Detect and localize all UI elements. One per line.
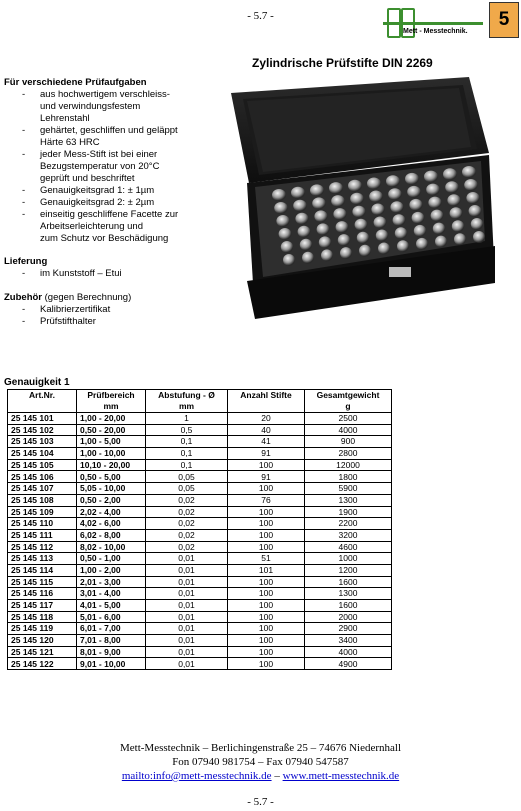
- gauge-pin: [466, 192, 479, 204]
- gauge-pin: [414, 225, 426, 237]
- table-cell: 2,01 - 3,00: [77, 576, 146, 588]
- table-row: [8, 576, 392, 588]
- table-cell: 7,01 - 8,00: [77, 635, 146, 647]
- table-cell: 3,01 - 4,00: [77, 588, 146, 600]
- header-text: g: [345, 401, 351, 411]
- table-cell: 9,01 - 10,00: [77, 658, 146, 670]
- table-cell: 91: [228, 471, 305, 483]
- table-cell: 2000: [305, 611, 392, 623]
- table-cell: 1800: [305, 471, 392, 483]
- table-body: [8, 413, 392, 670]
- table-cell: 6,01 - 7,00: [77, 623, 146, 635]
- table-cell: 0,01: [146, 611, 228, 623]
- header-text: Art.Nr.: [29, 390, 55, 400]
- table-cell: 1600: [305, 600, 392, 612]
- table-cell: 100: [228, 600, 305, 612]
- table-cell: 0,01: [146, 576, 228, 588]
- gauge-pin: [321, 249, 333, 261]
- gauge-pin: [397, 240, 409, 252]
- table-cell: 25 145 107: [8, 483, 77, 495]
- table-cell: 4,01 - 5,00: [77, 600, 146, 612]
- bullet-dash: -: [22, 197, 26, 208]
- table-header-cell: [305, 390, 392, 413]
- table-cell: 4900: [305, 658, 392, 670]
- gauge-pin: [464, 179, 478, 191]
- table-row: [8, 471, 392, 483]
- table-cell: 100: [228, 518, 305, 530]
- table-cell: 1300: [305, 588, 392, 600]
- feature-item-text: aus hochwertigem verschleiss-: [40, 89, 170, 100]
- gauge-pin: [395, 227, 407, 239]
- gauge-pin: [359, 245, 371, 257]
- footer-phone: Fon 07940 981754 – Fax 07940 547587: [172, 756, 349, 768]
- gauge-pin: [462, 166, 476, 178]
- table-row: [8, 413, 392, 425]
- table-cell: 51: [228, 553, 305, 565]
- feature-item: [4, 149, 178, 185]
- table-cell: 0,50 - 5,00: [77, 471, 146, 483]
- table-cell: 0,1: [146, 448, 228, 460]
- table-cell: 0,5: [146, 424, 228, 436]
- table-cell: 1,00 - 5,00: [77, 436, 146, 448]
- table-cell: 41: [228, 436, 305, 448]
- table-cell: 25 145 101: [8, 413, 77, 425]
- footer: [0, 741, 521, 783]
- header-text: mm: [178, 401, 195, 411]
- table-cell: 100: [228, 506, 305, 518]
- feature-item-text: Lehrenstahl: [40, 113, 90, 124]
- table-cell: 25 145 118: [8, 611, 77, 623]
- table-cell: 12000: [305, 459, 392, 471]
- table-cell: 100: [228, 611, 305, 623]
- product-photo-gauge-pin-case: [219, 71, 499, 321]
- table-cell: 0,02: [146, 494, 228, 506]
- table-cell: 100: [228, 541, 305, 553]
- gauge-pin: [388, 188, 402, 200]
- feature-item: [4, 89, 178, 125]
- table-cell: 1000: [305, 553, 392, 565]
- feature-item-text: Genauigkeitsgrad 1: ± 1µm: [40, 185, 155, 196]
- table-cell: 1200: [305, 564, 392, 576]
- delivery-item: [4, 268, 122, 280]
- table-header-cell: [8, 390, 77, 413]
- table-cell: 5,01 - 6,00: [77, 611, 146, 623]
- gauge-pin: [471, 218, 483, 230]
- gauge-pin: [386, 175, 400, 187]
- table-cell: 101: [228, 564, 305, 576]
- table-cell: 0,01: [146, 623, 228, 635]
- table-cell: 8,01 - 9,00: [77, 646, 146, 658]
- table-row: [8, 564, 392, 576]
- table-row: [8, 436, 392, 448]
- feature-item-text: und verwindungsfestem: [40, 101, 141, 112]
- delivery-heading: Lieferung: [4, 256, 48, 267]
- table-cell: 2,02 - 4,00: [77, 506, 146, 518]
- table-cell: 0,50 - 2,00: [77, 494, 146, 506]
- table-cell: 25 145 115: [8, 576, 77, 588]
- logo-text: Mett - Messtechnik.: [403, 28, 468, 35]
- gauge-pin: [447, 194, 460, 206]
- table-cell: 0,01: [146, 564, 228, 576]
- table-cell: 1600: [305, 576, 392, 588]
- gauge-pin: [333, 208, 346, 220]
- accessory-item-text: Kalibrierzertifikat: [40, 304, 111, 315]
- table-cell: 0,1: [146, 459, 228, 471]
- footer-web-link[interactable]: www.mett-messtechnik.de: [282, 770, 400, 782]
- accessories-note: (gegen Berechnung): [42, 292, 132, 303]
- bullet-dash: -: [22, 149, 26, 160]
- gauge-pin: [319, 236, 331, 248]
- company-logo: [383, 6, 483, 40]
- table-cell: 25 145 108: [8, 494, 77, 506]
- table-cell: 0,05: [146, 483, 228, 495]
- table-cell: 1300: [305, 494, 392, 506]
- table-row: [8, 635, 392, 647]
- table-cell: 5900: [305, 483, 392, 495]
- gauge-pin: [452, 220, 464, 232]
- table-cell: 0,02: [146, 506, 228, 518]
- gauge-pin: [409, 199, 422, 211]
- gauge-pin: [393, 214, 406, 226]
- feature-item-text: einseitig geschliffene Facette zur: [40, 209, 179, 220]
- table-cell: 0,1: [146, 436, 228, 448]
- gauge-pin: [405, 173, 419, 185]
- accessory-item-text: Prüfstifthalter: [40, 316, 96, 327]
- table-cell: 100: [228, 576, 305, 588]
- gauge-pin: [314, 210, 327, 222]
- feature-item: [4, 197, 178, 209]
- table-row: [8, 506, 392, 518]
- header-text: Anzahl Stifte: [240, 390, 292, 400]
- gauge-pin: [426, 184, 440, 196]
- table-row: [8, 623, 392, 635]
- table-cell: 100: [228, 658, 305, 670]
- table-cell: 25 145 111: [8, 529, 77, 541]
- table-cell: 2500: [305, 413, 392, 425]
- gauge-pin: [338, 234, 350, 246]
- table-cell: 8,02 - 10,00: [77, 541, 146, 553]
- header-text: mm: [103, 401, 119, 411]
- table-row: [8, 518, 392, 530]
- features-heading: Für verschiedene Prüfaufgaben: [4, 77, 147, 88]
- table-cell: 0,50 - 20,00: [77, 424, 146, 436]
- gauge-pin: [355, 219, 368, 231]
- bullet-dash: -: [22, 304, 26, 315]
- table-cell: 1900: [305, 506, 392, 518]
- gauge-pin: [317, 223, 330, 235]
- table-cell: 2200: [305, 518, 392, 530]
- features-list: [4, 89, 178, 245]
- delivery-list: [4, 268, 122, 280]
- gauge-pin: [276, 215, 289, 227]
- header-text: Gesamtgewicht: [316, 390, 380, 400]
- table-row: [8, 541, 392, 553]
- gauge-pin: [310, 184, 324, 196]
- table-row: [8, 494, 392, 506]
- table-row: [8, 448, 392, 460]
- gauge-pin: [435, 236, 447, 248]
- table-row: [8, 588, 392, 600]
- table-row: [8, 658, 392, 670]
- table-cell: 0,01: [146, 635, 228, 647]
- table-cell: 25 145 112: [8, 541, 77, 553]
- gauge-pin: [428, 197, 441, 209]
- gauge-pin: [291, 187, 305, 199]
- features-section: [4, 77, 178, 245]
- gauge-pin: [473, 231, 485, 243]
- table-cell: 1,00 - 10,00: [77, 448, 146, 460]
- table-cell: 5,05 - 10,00: [77, 483, 146, 495]
- gauge-pin: [298, 226, 311, 238]
- table-cell: 1,00 - 20,00: [77, 413, 146, 425]
- table-cell: 25 145 110: [8, 518, 77, 530]
- table-cell: 100: [228, 623, 305, 635]
- table-cell: 100: [228, 459, 305, 471]
- gauge-pin: [454, 233, 466, 245]
- table-row: [8, 459, 392, 471]
- feature-item-text: Arbeitserleichterung und: [40, 221, 143, 232]
- gauge-pin: [367, 178, 381, 190]
- table-row: [8, 483, 392, 495]
- table-cell: 4000: [305, 646, 392, 658]
- table-cell: 100: [228, 483, 305, 495]
- accessory-item: [4, 316, 131, 328]
- table-row: [8, 600, 392, 612]
- table-cell: 0,01: [146, 588, 228, 600]
- table-row: [8, 424, 392, 436]
- table-cell: 100: [228, 588, 305, 600]
- table-cell: 0,05: [146, 471, 228, 483]
- bullet-dash: -: [22, 125, 26, 136]
- table-header-cell: [77, 390, 146, 413]
- gauge-pin: [274, 202, 288, 214]
- table-cell: 91: [228, 448, 305, 460]
- gauge-pin: [329, 182, 343, 194]
- gauge-pin: [302, 252, 314, 264]
- table-header-row: [8, 390, 392, 413]
- feature-item-text: Genauigkeitsgrad 2: ± 2µm: [40, 197, 155, 208]
- table-cell: 25 145 113: [8, 553, 77, 565]
- accessory-item: [4, 304, 131, 316]
- gauge-pin: [348, 180, 362, 192]
- gauge-pin: [407, 186, 421, 198]
- table-cell: 3200: [305, 529, 392, 541]
- table-cell: 25 145 114: [8, 564, 77, 576]
- footer-email-link[interactable]: mailto:info@mett-messtechnik.de: [121, 770, 272, 782]
- table-cell: 0,01: [146, 658, 228, 670]
- table-header-cell: [228, 390, 305, 413]
- table-cell: 25 145 103: [8, 436, 77, 448]
- table-cell: 6,02 - 8,00: [77, 529, 146, 541]
- table-cell: 100: [228, 635, 305, 647]
- chapter-badge: 5: [489, 2, 519, 38]
- table-cell: 20: [228, 413, 305, 425]
- gauge-pin: [340, 247, 352, 259]
- feature-item-text: gehärtet, geschliffen und geläppt: [40, 125, 178, 136]
- table-cell: 0,02: [146, 529, 228, 541]
- table-cell: 0,02: [146, 518, 228, 530]
- gauge-pin: [300, 239, 312, 251]
- gauge-pin: [376, 230, 388, 242]
- table-row: [8, 611, 392, 623]
- delivery-section: [4, 256, 122, 280]
- gauge-pin: [445, 181, 459, 193]
- bullet-dash: -: [22, 209, 26, 220]
- table-cell: 2900: [305, 623, 392, 635]
- table-cell: 1,00 - 2,00: [77, 564, 146, 576]
- gauge-pin: [295, 213, 308, 225]
- gauge-pin: [331, 195, 345, 207]
- page-number-top: - 5.7 -: [247, 10, 274, 22]
- table-cell: 0,02: [146, 541, 228, 553]
- gauge-pin: [369, 191, 383, 203]
- table-cell: 4600: [305, 541, 392, 553]
- delivery-item-text: im Kunststoff – Etui: [40, 268, 122, 279]
- gauge-pin: [352, 206, 365, 218]
- feature-item: [4, 185, 178, 197]
- gauge-pin: [374, 217, 387, 229]
- gauge-pin: [312, 197, 326, 209]
- gauge-pin: [283, 254, 295, 266]
- gauge-pin: [433, 223, 445, 235]
- bullet-dash: -: [22, 89, 26, 100]
- table-cell: 25 145 104: [8, 448, 77, 460]
- header-text: Abstufung - Ø: [158, 390, 215, 400]
- footer-address: Mett-Messtechnik – Berlichingenstraße 25 – 74676 Niedernhall: [119, 742, 402, 754]
- feature-item: [4, 125, 178, 149]
- table-cell: 25 145 120: [8, 635, 77, 647]
- table-cell: 2800: [305, 448, 392, 460]
- table-cell: 1: [146, 413, 228, 425]
- gauge-pin: [431, 210, 444, 222]
- table-row: [8, 646, 392, 658]
- page-number-bottom: - 5.7 -: [247, 796, 274, 808]
- table-row: [8, 529, 392, 541]
- footer-separator: –: [271, 770, 283, 782]
- table-cell: 100: [228, 529, 305, 541]
- feature-item: [4, 209, 178, 245]
- table-cell: 3400: [305, 635, 392, 647]
- gauge-pin: [469, 205, 482, 217]
- feature-item-text: Härte 63 HRC: [40, 137, 100, 148]
- gauge-pin: [416, 238, 428, 250]
- gauge-pin: [279, 228, 292, 240]
- table-cell: 25 145 109: [8, 506, 77, 518]
- table-cell: 0,01: [146, 553, 228, 565]
- table-cell: 25 145 119: [8, 623, 77, 635]
- gauge-pin: [412, 212, 425, 224]
- gauge-pin: [443, 168, 457, 180]
- table-header-cell: [146, 390, 228, 413]
- gauge-pin: [450, 207, 463, 219]
- table-cell: 0,50 - 1,00: [77, 553, 146, 565]
- gauge-pin: [378, 243, 390, 255]
- accessories-list: [4, 304, 131, 328]
- bullet-dash: -: [22, 185, 26, 196]
- feature-item-text: geprüft und beschriftet: [40, 173, 135, 184]
- gauge-pin: [390, 201, 403, 213]
- feature-item-text: Bezugstemperatur von 20°C: [40, 161, 160, 172]
- table-cell: 40: [228, 424, 305, 436]
- feature-item-text: jeder Mess-Stift ist bei einer: [40, 149, 158, 160]
- table-cell: 25 145 121: [8, 646, 77, 658]
- table-cell: 25 145 116: [8, 588, 77, 600]
- table-cell: 4,02 - 6,00: [77, 518, 146, 530]
- gauge-pin-table: [7, 389, 392, 670]
- gauge-pin: [281, 241, 293, 253]
- table-cell: 4000: [305, 424, 392, 436]
- header-text: Prüfbereich: [87, 390, 135, 400]
- bullet-dash: -: [22, 268, 26, 279]
- accessories-heading: Zubehör: [4, 292, 42, 303]
- gauge-pin: [272, 189, 286, 201]
- table-cell: 25 145 122: [8, 658, 77, 670]
- gauge-pin: [350, 193, 364, 205]
- table-cell: 0,01: [146, 646, 228, 658]
- table-cell: 0,01: [146, 600, 228, 612]
- table-cell: 10,10 - 20,00: [77, 459, 146, 471]
- gauge-pin: [293, 200, 307, 212]
- gauge-pin: [371, 204, 384, 216]
- accessories-section: [4, 292, 131, 328]
- table-row: [8, 553, 392, 565]
- feature-item-text: zum Schutz vor Beschädigung: [40, 233, 169, 244]
- gauge-pin: [336, 221, 349, 233]
- table-cell: 900: [305, 436, 392, 448]
- gauge-pin: [357, 232, 369, 244]
- table-cell: 25 145 117: [8, 600, 77, 612]
- bullet-dash: -: [22, 316, 26, 327]
- table-title: Genauigkeit 1: [4, 377, 70, 388]
- table-cell: 25 145 102: [8, 424, 77, 436]
- gauge-pin: [424, 171, 438, 183]
- table-cell: 76: [228, 494, 305, 506]
- table-cell: 100: [228, 646, 305, 658]
- page-title: Zylindrische Prüfstifte DIN 2269: [252, 56, 433, 70]
- table-cell: 25 145 106: [8, 471, 77, 483]
- table-cell: 25 145 105: [8, 459, 77, 471]
